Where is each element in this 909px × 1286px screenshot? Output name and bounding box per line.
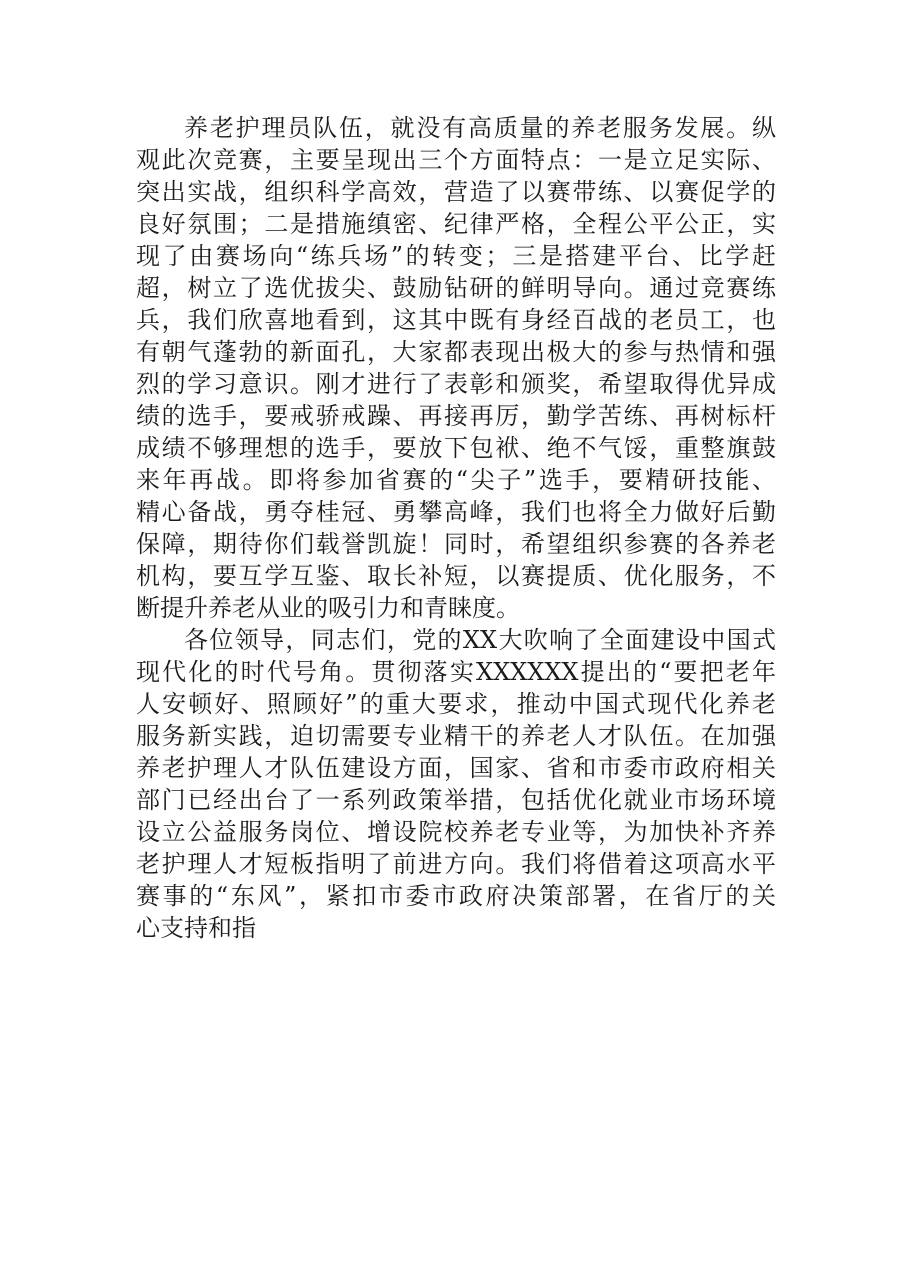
paragraph-1-line-11: 成绩不够理想的选手，要放下包袱、绝不气馁，重整旗鼓 — [136, 434, 776, 462]
paragraph-2-line-4: 服务新实践，迫切需要专业精干的养老人才队伍。在加强 — [136, 722, 776, 750]
paragraph-1-line-1: 养老护理员队伍，就没有高质量的养老服务发展。纵 — [184, 114, 776, 142]
paragraph-1-line-15: 机构，要互学互鉴、取长补短，以赛提质、优化服务，不 — [136, 562, 776, 590]
paragraph-1-line-9: 烈的学习意识。刚才进行了表彰和颁奖，希望取得优异成 — [136, 370, 776, 398]
paragraph-1-line-16: 断提升养老从业的吸引力和青睐度。 — [136, 594, 520, 622]
paragraph-1-line-10: 绩的选手，要戒骄戒躁、再接再厉，勤学苦练、再树标杆 — [136, 402, 776, 430]
paragraph-2-line-10: 心支持和指 — [136, 914, 256, 942]
paragraph-2-line-7: 设立公益服务岗位、增设院校养老专业等，为加快补齐养 — [136, 818, 776, 846]
paragraph-1-line-7: 兵，我们欣喜地看到，这其中既有身经百战的老员工，也 — [136, 306, 776, 334]
paragraph-1-line-13: 精心备战，勇夺桂冠、勇攀高峰，我们也将全力做好后勤 — [136, 498, 776, 526]
paragraph-1-line-5: 现了由赛场向“练兵场”的转变；三是搭建平台、比学赶 — [136, 242, 776, 270]
paragraph-1-line-3: 突出实战，组织科学高效，营造了以赛带练、以赛促学的 — [136, 178, 776, 206]
paragraph-2-line-3: 人安顿好、照顾好”的重大要求，推动中国式现代化养老 — [136, 690, 776, 718]
paragraph-1-line-2: 观此次竞赛，主要呈现出三个方面特点：一是立足实际、 — [136, 146, 776, 174]
paragraph-1-line-12: 来年再战。即将参加省赛的“尖子”选手，要精研技能、 — [136, 466, 776, 494]
paragraph-2-line-8: 老护理人才短板指明了前进方向。我们将借着这项高水平 — [136, 850, 776, 878]
paragraph-2-line-1: 各位领导，同志们，党的XX大吹响了全面建设中国式 — [184, 626, 776, 654]
paragraph-1-line-8: 有朝气蓬勃的新面孔，大家都表现出极大的参与热情和强 — [136, 338, 776, 366]
paragraph-2-line-6: 部门已经出台了一系列政策举措，包括优化就业市场环境 — [136, 786, 776, 814]
paragraph-1-line-14: 保障，期待你们载誉凯旋！同时，希望组织参赛的各养老 — [136, 530, 776, 558]
paragraph-1-line-4: 良好氛围；二是措施缜密、纪律严格，全程公平公正，实 — [136, 210, 776, 238]
paragraph-2-line-9: 赛事的“东风”，紧扣市委市政府决策部署，在省厅的关 — [136, 882, 776, 910]
document-body — [136, 112, 776, 944]
paragraph-2-line-5: 养老护理人才队伍建设方面，国家、省和市委市政府相关 — [136, 754, 776, 782]
paragraph-2-line-2: 现代化的时代号角。贯彻落实XXXXXX提出的“要把老年 — [136, 658, 776, 686]
paragraph-1-line-6: 超，树立了选优拔尖、鼓励钻研的鲜明导向。通过竞赛练 — [136, 274, 776, 302]
